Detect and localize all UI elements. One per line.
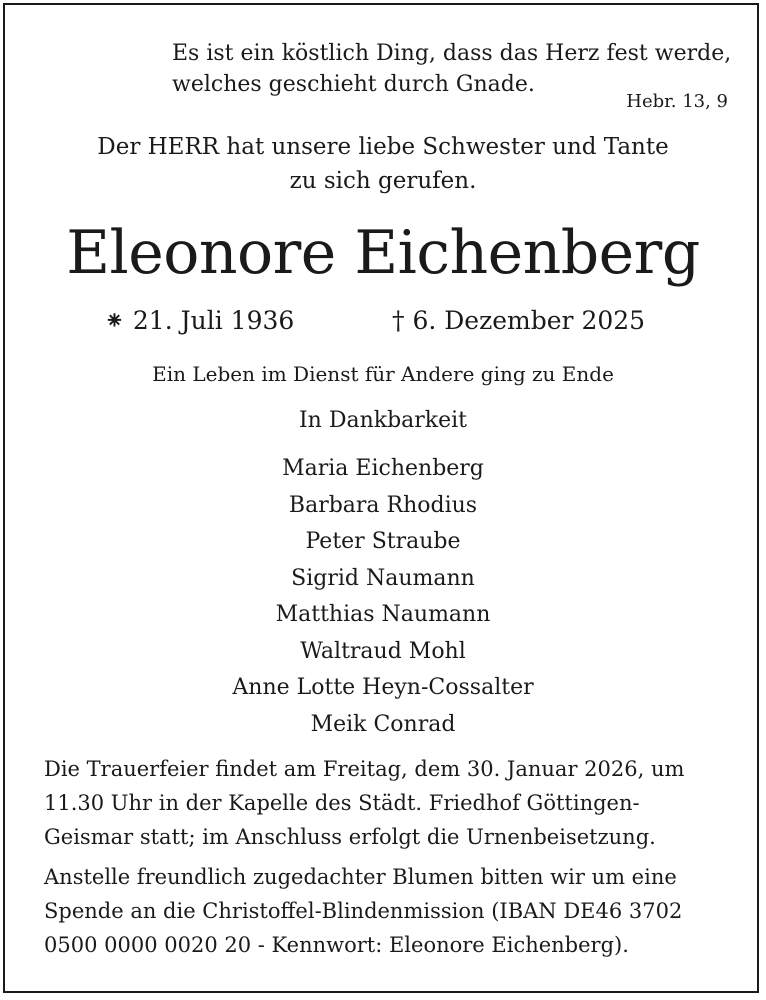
bible-verse-reference: Hebr. 13, 9 — [626, 91, 728, 112]
announcement-intro — [0, 130, 766, 198]
mourner-name: Matthias Naumann — [275, 602, 491, 627]
mourner-name: Peter Straube — [305, 529, 461, 554]
mourner-name: Barbara Rhodius — [288, 492, 478, 518]
thanks-heading: In Dankbarkeit — [298, 408, 468, 433]
life-motto: Ein Leben im Dienst für Andere ging zu Ende — [152, 362, 614, 386]
deceased-name: Eleonore Eichenberg — [66, 218, 700, 288]
mourners-list — [0, 451, 766, 743]
funeral-service-info — [44, 752, 734, 854]
bible-verse-line: welches geschieht durch Gnade. — [172, 72, 535, 97]
mourner-name: Sigrid Naumann — [291, 565, 475, 591]
donation-line: Spende an die Christoffel-Blindenmission (IBAN DE46 3702 — [44, 899, 683, 923]
donation-line: Anstelle freundlich zugedachter Blumen bitten wir um eine — [44, 865, 677, 889]
donation-request — [44, 860, 734, 962]
donation-line: 0500 0000 0020 20 - Kennwort: Eleonore Eichenberg). — [44, 933, 629, 957]
birth-date: ⁕ 21. Juli 1936 — [104, 306, 295, 335]
announcement-intro-line: zu sich gerufen. — [289, 168, 477, 194]
service-info-line: Die Trauerfeier findet am Freitag, dem 30. Januar 2026, um — [44, 757, 685, 781]
mourner-name: Waltraud Mohl — [300, 638, 466, 664]
mourner-name: Meik Conrad — [310, 711, 456, 737]
death-date: † 6. Dezember 2025 — [392, 306, 646, 335]
mourner-name: Maria Eichenberg — [282, 456, 484, 481]
announcement-intro-line: Der HERR hat unsere liebe Schwester und Tante — [97, 134, 669, 160]
mourner-name: Anne Lotte Heyn-Cossalter — [232, 675, 534, 700]
bible-verse-line: Es ist ein köstlich Ding, dass das Herz fest werde, — [172, 41, 732, 66]
service-info-line: 11.30 Uhr in der Kapelle des Städt. Friedhof Göttingen- — [44, 791, 640, 815]
service-info-line: Geismar statt; im Anschluss erfolgt die Urnenbeisetzung. — [44, 825, 656, 849]
